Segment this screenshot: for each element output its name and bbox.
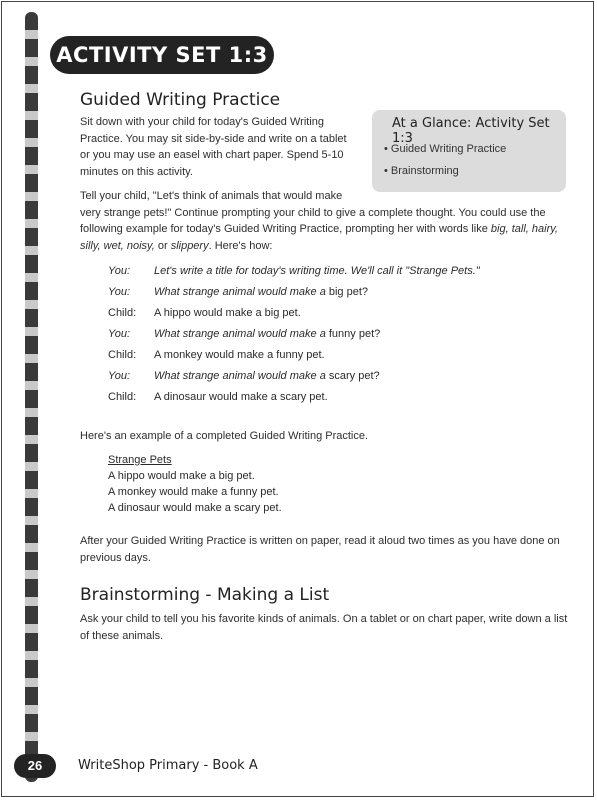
dialogue-text: What strange animal would make a scary pet? bbox=[154, 370, 380, 382]
dialogue-speaker: You: bbox=[108, 328, 131, 340]
guided-writing-heading: Guided Writing Practice bbox=[80, 90, 281, 110]
dialogue-text: A dinosaur would make a scary pet. bbox=[154, 391, 328, 403]
intro-line: or you may use an easel with chart paper. Spend 5-10 bbox=[80, 149, 344, 161]
intro-paragraph bbox=[80, 114, 370, 180]
at-a-glance-box bbox=[372, 110, 566, 192]
after-line: After your Guided Writing Practice is written on paper, read it aloud two times as you have done on bbox=[80, 535, 560, 547]
example-line: A monkey would make a funny pet. bbox=[108, 486, 279, 498]
prompt-text: following example for today's Guided Writing Practice, prompting her with words like bbox=[80, 223, 488, 235]
prompt-line: Tell your child, "Let's think of animals that would make bbox=[80, 190, 343, 202]
prompt-line bbox=[80, 221, 560, 238]
dialogue-speaker: You: bbox=[108, 286, 131, 298]
dialogue-text: A monkey would make a funny pet. bbox=[154, 349, 325, 361]
dialogue-line bbox=[108, 328, 528, 348]
dialogue-line bbox=[108, 349, 528, 369]
spiral-binding bbox=[25, 12, 38, 782]
page-number: 26 bbox=[14, 754, 56, 778]
brainstorming-paragraph bbox=[80, 611, 570, 644]
prompt-end: . Here's how: bbox=[208, 239, 273, 252]
brainstorming-line: of these animals. bbox=[80, 629, 164, 642]
prompt-line bbox=[80, 238, 560, 255]
prompt-example-words: big, tall, hairy, bbox=[490, 223, 558, 235]
dialogue-line bbox=[108, 370, 528, 390]
intro-line: Practice. You may sit side-by-side and write on a tablet bbox=[80, 132, 347, 145]
prompt-paragraph bbox=[80, 188, 560, 254]
intro-line: minutes on this activity. bbox=[80, 165, 193, 178]
glance-item: • Guided Writing Practice bbox=[384, 143, 507, 155]
prompt-example-word: slippery bbox=[170, 239, 209, 252]
at-a-glance-title: At a Glance: Activity Set 1:3 bbox=[392, 116, 550, 146]
dialogue-line bbox=[108, 265, 528, 285]
intro-line: Sit down with your child for today's Guided Writing bbox=[80, 116, 325, 128]
dialogue-speaker: You: bbox=[108, 265, 131, 277]
after-line: previous days. bbox=[80, 551, 151, 564]
example-block bbox=[108, 452, 282, 516]
dialogue-text: What strange animal would make a funny pet? bbox=[154, 328, 381, 340]
dialogue-line bbox=[108, 307, 528, 327]
prompt-example-words: silly, wet, noisy, bbox=[80, 239, 155, 252]
dialogue-speaker: You: bbox=[108, 370, 131, 382]
book-title: WriteShop Primary - Book A bbox=[78, 758, 258, 773]
dialogue-line bbox=[108, 286, 528, 306]
activity-set-title: ACTIVITY SET 1:3 bbox=[50, 36, 274, 74]
dialogue-text: Let's write a title for today's writing time. We'll call it "Strange Pets." bbox=[154, 265, 480, 277]
prompt-line: very strange pets!" Continue prompting your child to give a complete thought. You could use the bbox=[80, 206, 546, 219]
example-intro: Here's an example of a completed Guided Writing Practice. bbox=[80, 430, 369, 442]
brainstorming-line: Ask your child to tell you his favorite kinds of animals. On a tablet or on chart paper, write down a list bbox=[80, 613, 568, 625]
dialogue-speaker: Child: bbox=[108, 349, 137, 361]
example-line: A dinosaur would make a scary pet. bbox=[108, 502, 282, 514]
dialogue-speaker: Child: bbox=[108, 307, 137, 319]
after-paragraph bbox=[80, 533, 570, 566]
prompt-or: or bbox=[157, 239, 168, 252]
dialogue-text: What strange animal would make a big pet? bbox=[154, 286, 369, 298]
example-line: A hippo would make a big pet. bbox=[108, 470, 255, 482]
brainstorming-heading: Brainstorming - Making a List bbox=[80, 585, 330, 605]
dialogue-speaker: Child: bbox=[108, 391, 137, 403]
example-title: Strange Pets bbox=[108, 454, 172, 466]
glance-item: • Brainstorming bbox=[384, 165, 459, 177]
dialogue-text: A hippo would make a big pet. bbox=[154, 307, 301, 319]
dialogue-line bbox=[108, 391, 528, 411]
